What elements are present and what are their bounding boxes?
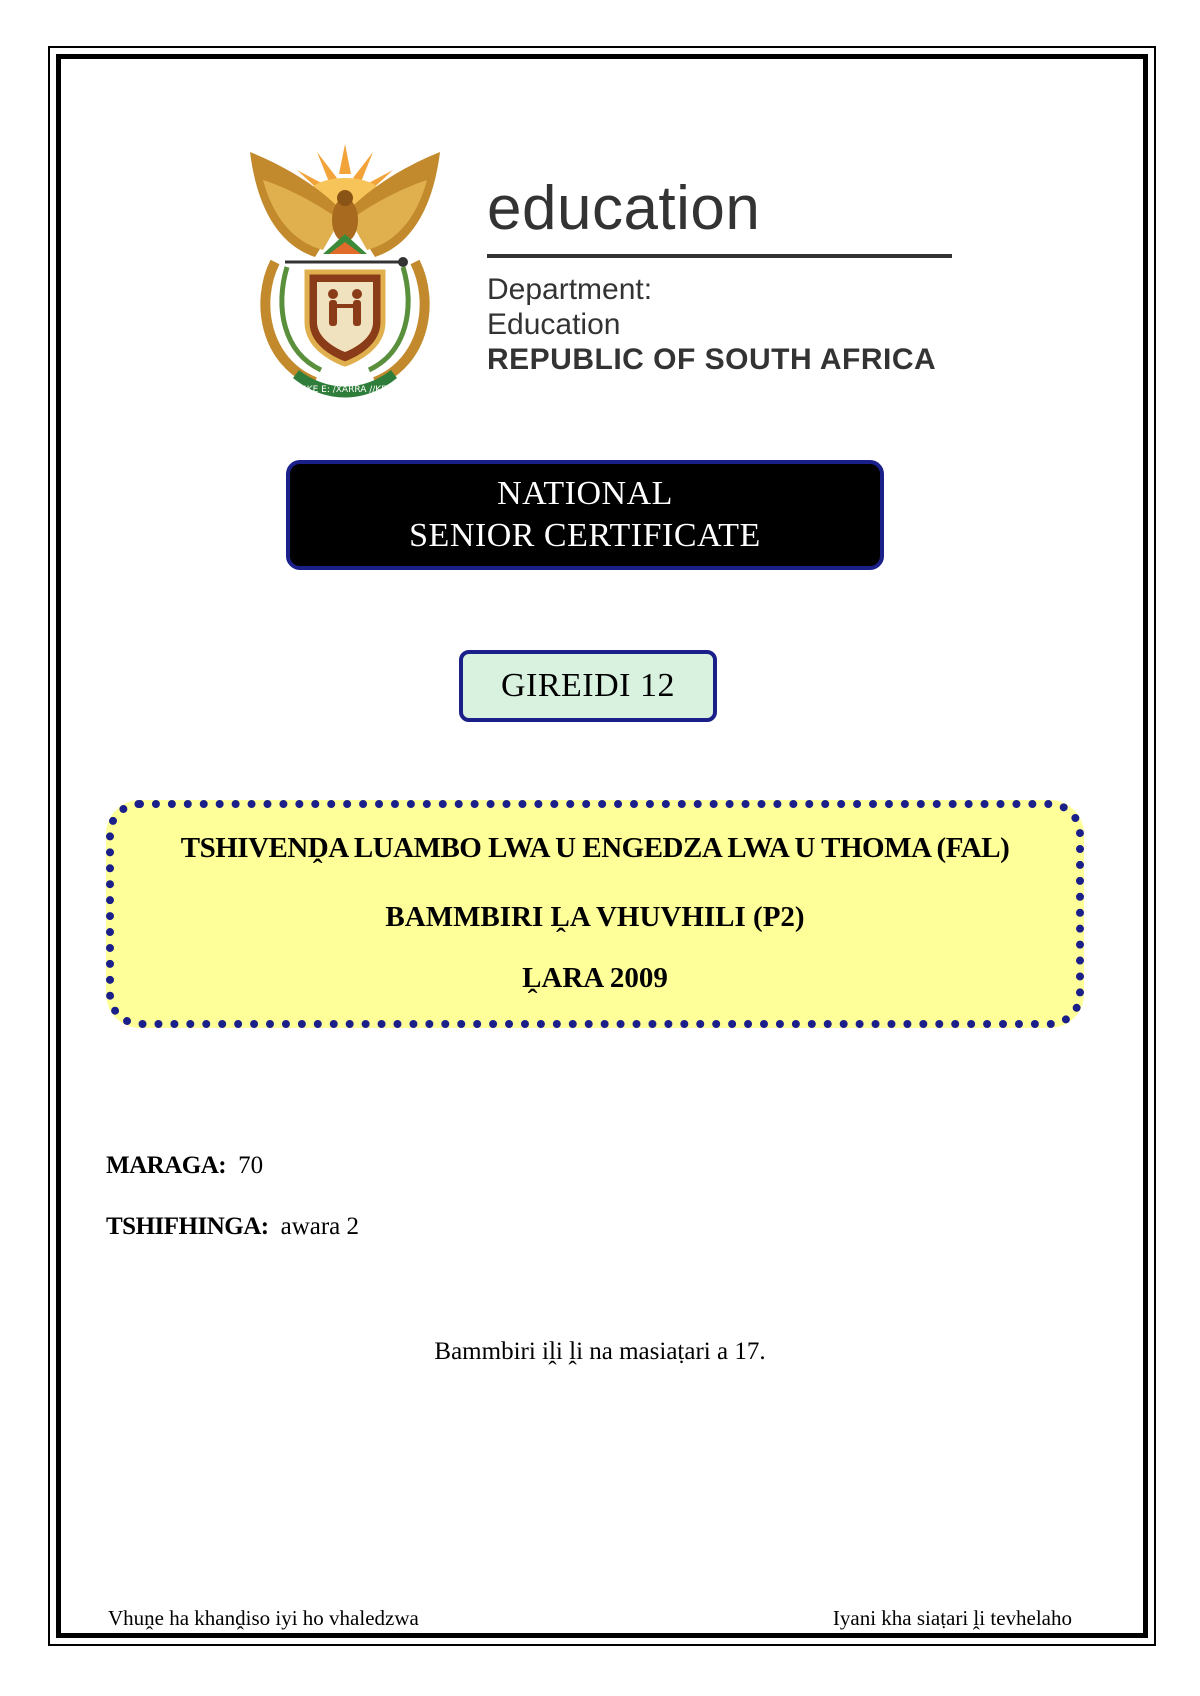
education-brand: education xyxy=(487,174,761,243)
department-line-2: Education xyxy=(487,308,621,341)
time-label: TSHIFHINGA: xyxy=(106,1213,269,1240)
grade-label: GIREIDI 12 xyxy=(500,667,676,704)
brand-underline xyxy=(487,254,952,258)
page-count-note: Bammbiri iḽi ḽi na masiaṭari a 17. xyxy=(434,1338,766,1365)
grade-box xyxy=(459,650,717,722)
crest-motto: !KE E: /XARRA //KE xyxy=(303,385,387,395)
marks-line xyxy=(106,1152,263,1180)
certificate-banner xyxy=(286,460,884,570)
coat-of-arms-logo xyxy=(245,142,445,407)
department-line-1: Department: xyxy=(487,273,653,306)
country-name: REPUBLIC OF SOUTH AFRICA xyxy=(487,343,937,376)
marks-label: MARAGA: xyxy=(106,1152,227,1179)
certificate-line-1: NATIONAL xyxy=(497,475,673,512)
certificate-line-2: SENIOR CERTIFICATE xyxy=(409,517,761,554)
paper-number: BAMMBIRI ḼA VHUVHILI (P2) xyxy=(385,901,805,933)
subject-box xyxy=(106,800,1084,1028)
footer-copyright-note: Vhuṋe ha khanḓiso iyi ho vhaledzwa xyxy=(108,1606,419,1630)
subject-title: TSHIVENḒA LUAMBO LWA U ENGEDZA LWA U THOMA (FAL) xyxy=(180,832,1010,864)
marks-value: 70 xyxy=(238,1152,264,1179)
department-header xyxy=(487,174,957,377)
time-line xyxy=(106,1213,359,1241)
time-value: awara 2 xyxy=(280,1213,360,1240)
footer-turn-page-note: Iyani kha siaṭari ḽi tevhelaho xyxy=(832,1606,1072,1630)
exam-session: ḼARA 2009 xyxy=(522,962,668,994)
